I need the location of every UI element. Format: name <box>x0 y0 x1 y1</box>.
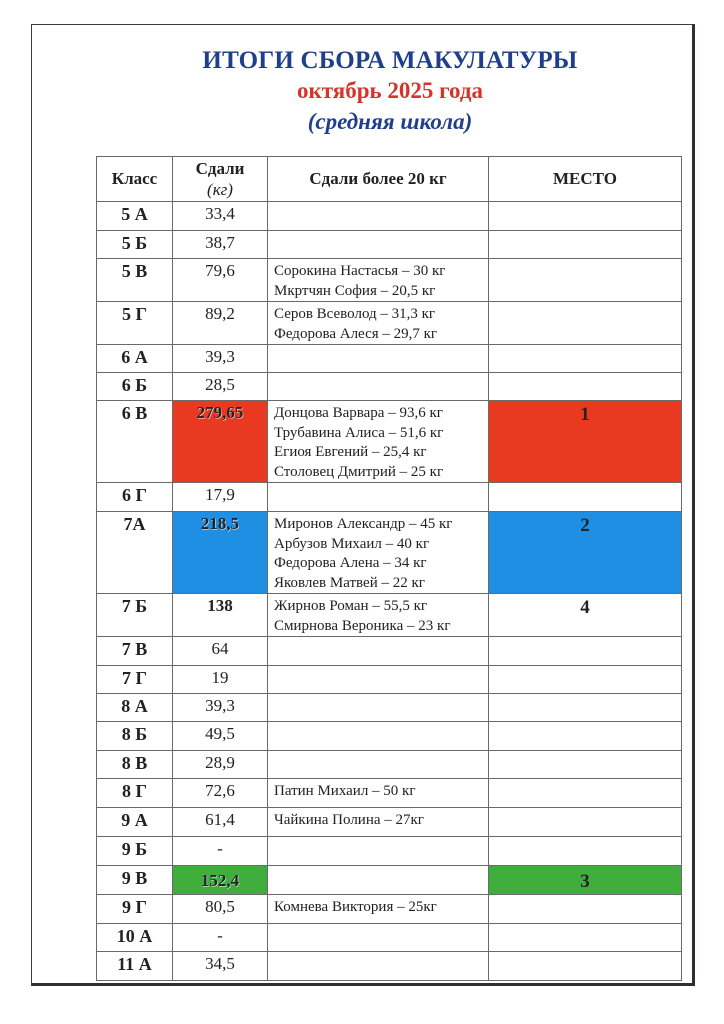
document-title: ИТОГИ СБОРА МАКУЛАТУРЫ <box>202 47 578 74</box>
place-cell <box>489 345 682 373</box>
table-row <box>97 483 682 512</box>
top-contributors-cell <box>268 924 489 952</box>
top-contributors-cell <box>268 594 489 637</box>
table-row <box>97 751 682 779</box>
kg-cell: 64 <box>173 637 268 666</box>
contributor-entry: Чайкина Полина – 27кг <box>274 812 424 828</box>
class-cell: 6 А <box>97 345 173 373</box>
place-cell: 3 <box>489 866 682 895</box>
table-row <box>97 637 682 666</box>
class-cell: 8 Г <box>97 779 173 808</box>
top-contributors-cell <box>268 259 489 302</box>
table-row <box>97 924 682 952</box>
table-row <box>97 694 682 722</box>
table-row <box>97 866 682 895</box>
place-cell: 2 <box>489 512 682 594</box>
place-cell <box>489 779 682 808</box>
table-row <box>97 952 682 981</box>
class-cell: 5 В <box>97 259 173 302</box>
kg-cell: 19 <box>173 666 268 694</box>
top-contributors-cell <box>268 637 489 666</box>
kg-cell: 34,5 <box>173 952 268 981</box>
title-block <box>0 46 724 138</box>
class-cell: 7 Б <box>97 594 173 637</box>
top-contributors-cell <box>268 837 489 866</box>
class-cell: 5 А <box>97 202 173 231</box>
table-row <box>97 259 682 302</box>
class-cell: 5 Б <box>97 231 173 259</box>
top-contributors-cell <box>268 779 489 808</box>
table-row <box>97 345 682 373</box>
top-contributors-cell <box>268 483 489 512</box>
contributor-entry: Комнева Виктория – 25кг <box>274 899 437 915</box>
class-cell: 7А <box>97 512 173 594</box>
class-cell: 6 Б <box>97 373 173 401</box>
table-row <box>97 231 682 259</box>
kg-cell: 72,6 <box>173 779 268 808</box>
top-contributors-cell <box>268 694 489 722</box>
place-cell <box>489 637 682 666</box>
results-table <box>96 156 682 981</box>
kg-cell: 39,3 <box>173 345 268 373</box>
class-cell: 10 А <box>97 924 173 952</box>
kg-cell: 218,5 <box>173 512 268 594</box>
header-class: Класс <box>97 157 173 202</box>
contributor-entry: Федорова Алена – 34 кг <box>274 555 427 571</box>
top-contributors-cell <box>268 302 489 345</box>
class-cell: 9 Г <box>97 895 173 924</box>
table-row <box>97 895 682 924</box>
header-submitted-label: Сдали <box>195 159 245 178</box>
place-cell <box>489 373 682 401</box>
table-row <box>97 808 682 837</box>
top-contributors-cell <box>268 895 489 924</box>
class-cell: 8 В <box>97 751 173 779</box>
contributor-entry: Трубавина Алиса – 51,6 кг <box>274 424 444 441</box>
kg-cell: 49,5 <box>173 722 268 751</box>
place-cell <box>489 952 682 981</box>
table-row <box>97 722 682 751</box>
kg-cell: - <box>173 837 268 866</box>
contributor-entry: Мкртчян София – 20,5 кг <box>274 282 436 299</box>
contributor-entry: Федорова Алеся – 29,7 кг <box>274 325 438 342</box>
place-cell <box>489 924 682 952</box>
top-contributors-cell <box>268 512 489 594</box>
class-cell: 6 Г <box>97 483 173 512</box>
contributor-entry: Миронов Александр – 45 кг <box>274 516 453 532</box>
top-contributors-cell <box>268 345 489 373</box>
header-submitted <box>173 157 268 202</box>
class-cell: 7 Г <box>97 666 173 694</box>
kg-cell: 61,4 <box>173 808 268 837</box>
place-cell <box>489 231 682 259</box>
place-cell <box>489 259 682 302</box>
table-body <box>97 202 682 981</box>
kg-cell: 89,2 <box>173 302 268 345</box>
place-cell <box>489 302 682 345</box>
contributor-entry: Сорокина Настасья – 30 кг <box>274 263 446 279</box>
top-contributors-cell <box>268 722 489 751</box>
top-contributors-cell <box>268 202 489 231</box>
header-over-20: Сдали более 20 кг <box>268 157 489 202</box>
kg-cell: 17,9 <box>173 483 268 512</box>
class-cell: 9 В <box>97 866 173 895</box>
class-cell: 8 Б <box>97 722 173 751</box>
kg-cell: 39,3 <box>173 694 268 722</box>
place-cell <box>489 722 682 751</box>
kg-cell: 80,5 <box>173 895 268 924</box>
top-contributors-cell <box>268 666 489 694</box>
table-row <box>97 401 682 483</box>
table-row <box>97 594 682 637</box>
place-cell <box>489 751 682 779</box>
top-contributors-cell <box>268 231 489 259</box>
contributor-entry: Серов Всеволод – 31,3 кг <box>274 306 436 322</box>
class-cell: 6 В <box>97 401 173 483</box>
kg-cell: 38,7 <box>173 231 268 259</box>
header-place: МЕСТО <box>489 157 682 202</box>
table-row <box>97 779 682 808</box>
kg-cell: 28,5 <box>173 373 268 401</box>
top-contributors-cell <box>268 373 489 401</box>
table-row <box>97 373 682 401</box>
top-contributors-cell <box>268 866 489 895</box>
contributor-entry: Смирнова Вероника – 23 кг <box>274 617 451 634</box>
contributor-entry: Егиоя Евгений – 25,4 кг <box>274 444 427 460</box>
kg-cell: - <box>173 924 268 952</box>
kg-cell: 279,65 <box>173 401 268 483</box>
top-contributors-cell <box>268 952 489 981</box>
top-contributors-cell <box>268 808 489 837</box>
place-cell: 4 <box>489 594 682 637</box>
document-section: (средняя школа) <box>307 109 473 134</box>
table-row <box>97 666 682 694</box>
contributor-entry: Столовец Дмитрий – 25 кг <box>274 463 444 480</box>
top-contributors-cell <box>268 751 489 779</box>
kg-cell: 33,4 <box>173 202 268 231</box>
table-row <box>97 202 682 231</box>
table-row <box>97 837 682 866</box>
document-subtitle: октябрь 2025 года <box>297 78 483 103</box>
place-cell <box>489 837 682 866</box>
kg-cell: 28,9 <box>173 751 268 779</box>
class-cell: 11 А <box>97 952 173 981</box>
class-cell: 9 Б <box>97 837 173 866</box>
place-cell: 1 <box>489 401 682 483</box>
place-cell <box>489 202 682 231</box>
header-submitted-unit: (кг) <box>207 180 233 199</box>
place-cell <box>489 666 682 694</box>
place-cell <box>489 895 682 924</box>
class-cell: 5 Г <box>97 302 173 345</box>
class-cell: 8 А <box>97 694 173 722</box>
contributor-entry: Жирнов Роман – 55,5 кг <box>274 598 428 614</box>
top-contributors-cell <box>268 401 489 483</box>
place-cell <box>489 808 682 837</box>
contributor-entry: Патин Михаил – 50 кг <box>274 783 416 799</box>
contributor-entry: Донцова Варвара – 93,6 кг <box>274 405 443 421</box>
table-row <box>97 512 682 594</box>
class-cell: 9 А <box>97 808 173 837</box>
kg-cell: 79,6 <box>173 259 268 302</box>
kg-cell: 152,4 <box>173 866 268 895</box>
kg-cell: 138 <box>173 594 268 637</box>
table-row <box>97 302 682 345</box>
contributor-entry: Яковлев Матвей – 22 кг <box>274 574 425 591</box>
place-cell <box>489 483 682 512</box>
contributor-entry: Арбузов Михаил – 40 кг <box>274 535 430 552</box>
class-cell: 7 В <box>97 637 173 666</box>
table-header-row <box>97 157 682 202</box>
place-cell <box>489 694 682 722</box>
